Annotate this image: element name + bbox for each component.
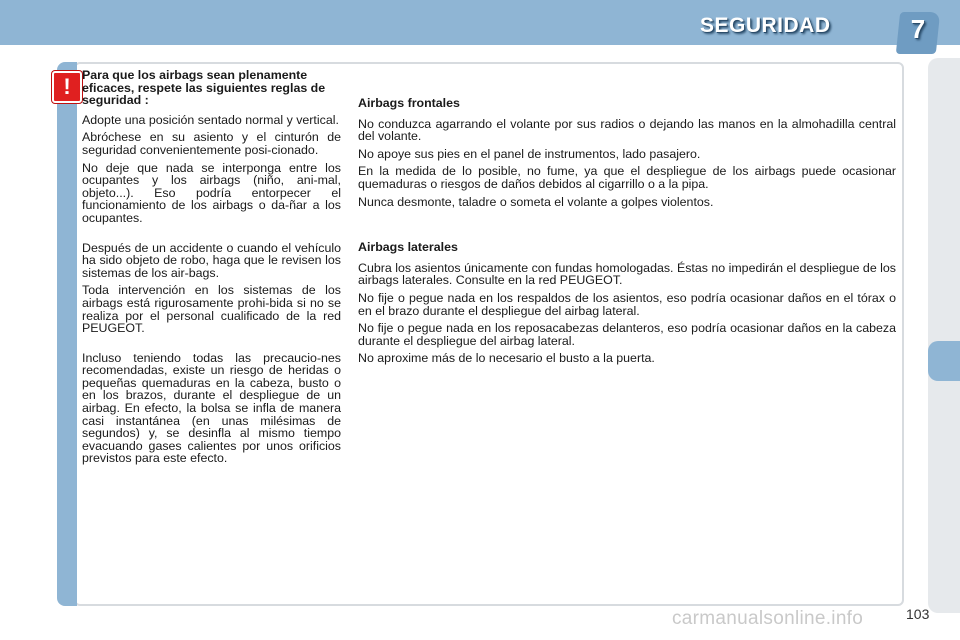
frontal-paragraph: No apoye sus pies en el panel de instrumentos, lado pasajero. (358, 146, 701, 161)
warning-paragraph: No deje que nada se interponga entre los ocupantes y los airbags (niño, ani-mal, objeto...). Eso podría entorpecer el funcionamiento de los airbags o da-ñar a los ocupantes. (82, 160, 341, 225)
watermark: carmanualsonline.info (672, 608, 864, 629)
warning-heading: Para que los airbags sean plenamente eficaces, respete las siguientes reglas de seguridad : (82, 68, 326, 108)
frontal-paragraph: Nunca desmonte, taladre o someta el volante a golpes violentos. (358, 194, 714, 209)
lateral-airbags-heading: Airbags laterales (358, 240, 458, 255)
warning-paragraph: Toda intervención en los sistemas de los airbags está rigurosamente prohi-bida si no se realiza por el personal cualificado de la red PEUGEOT. (82, 283, 341, 336)
lateral-paragraph: Cubra los asientos únicamente con fundas homologadas. Éstas no impedirán el despliegue de los airbags laterales. Consulte en la red PEUGEOT. (358, 260, 896, 288)
chapter-rail (928, 58, 960, 613)
lateral-paragraph: No aproxime más de lo necesario el busto a la puerta. (358, 351, 655, 366)
warning-paragraph: Abróchese en su asiento y el cinturón de seguridad convenientemente posi-cionado. (82, 130, 341, 157)
lateral-paragraph: No fije o pegue nada en los respaldos de los asientos, eso podría ocasionar daños en el tórax o en el brazo durante el despliegue del airbag lateral. (358, 290, 896, 318)
spacer (82, 230, 341, 242)
frontal-paragraph: No conduzca agarrando el volante por sus radios o dejando las manos en la almohadilla central del volante. (358, 116, 896, 144)
spacer (358, 213, 896, 241)
warning-side-bar (57, 62, 77, 606)
warning-icon: ! (52, 71, 82, 103)
warning-paragraph: Después de un accidente o cuando el vehículo ha sido objeto de robo, haga que le revisen los sistemas de los air-bags. (82, 240, 341, 280)
airbag-rules-column (358, 97, 896, 370)
warning-paragraph: Incluso teniendo todas las precaucio-nes recomendadas, existe un riesgo de heridas o pequeñas quemaduras en la cabeza, busto o en los brazos, durante el despliegue de un airbag. En efecto, la bolsa se infla de manera casi instantánea (en unas milésimas de segundos) y, se desinfla al mismo tiempo evacuando gases calientes por unos orificios previstos para este efecto. (82, 350, 341, 466)
spacer (82, 340, 341, 352)
chapter-rail-marker (928, 341, 960, 381)
page-title: SEGURIDAD (700, 14, 831, 37)
chapter-number: 7 (910, 14, 926, 44)
frontal-paragraph: En la medida de lo posible, no fume, ya que el despliegue de los airbags puede ocasionar quemaduras o riesgos de daños debidos al cigarrillo o a la pipa. (358, 164, 896, 191)
frontal-airbags-heading: Airbags frontales (358, 96, 460, 110)
warning-paragraph: Adopte una posición sentado normal y vertical. (82, 112, 339, 127)
lateral-paragraph: No fije o pegue nada en los reposacabezas delanteros, eso podría ocasionar daños en la cabeza durante el despliegue del airbag lateral. (358, 321, 896, 348)
warning-column (82, 69, 341, 470)
page-number: 103 (906, 606, 930, 622)
